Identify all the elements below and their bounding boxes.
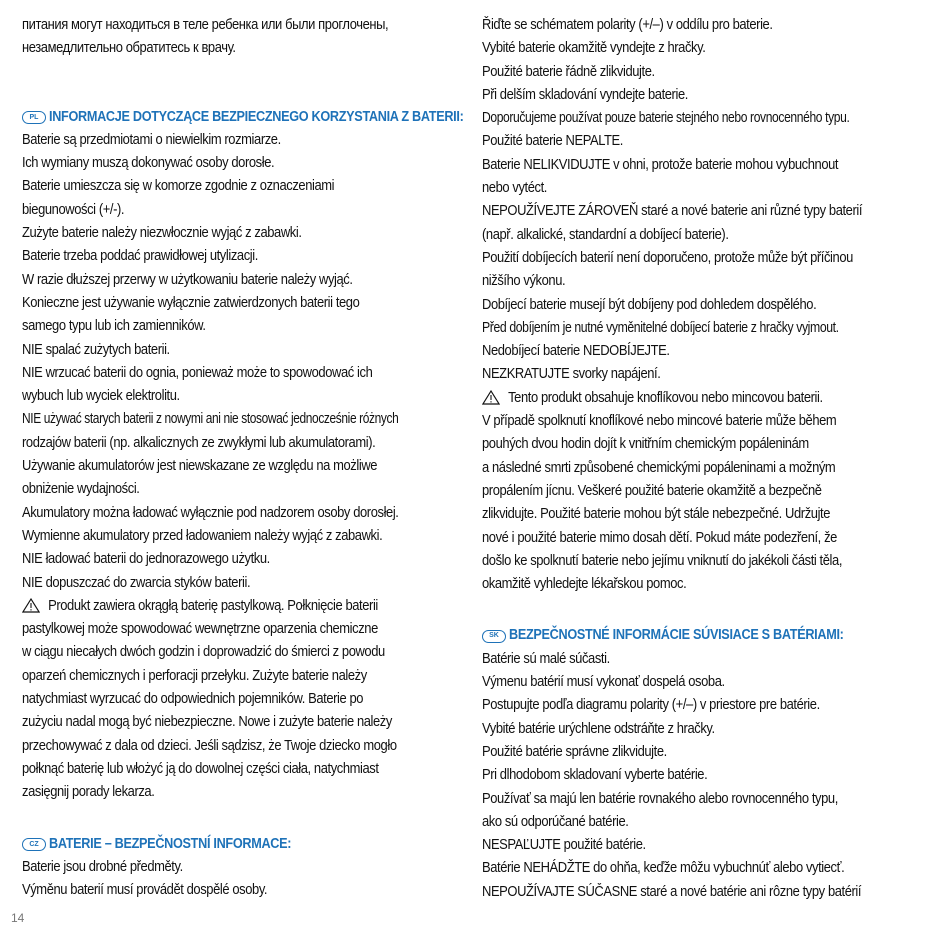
text-line: NIE dopuszczać do zwarcia styków baterii. <box>22 574 251 591</box>
text-line: w ciągu niecałych dwóch godzin i doprowadzić do śmierci z powodu <box>22 644 385 661</box>
text-line: Akumulatory można ładować wyłącznie pod nadzorem osoby dorosłej. <box>22 504 399 521</box>
text-line: Baterie jsou drobné předměty. <box>22 858 183 875</box>
text-line: Baterie są przedmiotami o niewielkim rozmiarze. <box>22 131 281 148</box>
text-line: samego typu lub ich zamienników. <box>22 318 206 335</box>
left-column <box>22 14 464 902</box>
text-line: pastylkowej może spowodować wewnętrzne oparzenia chemiczne <box>22 621 378 638</box>
section-heading-pl <box>22 106 464 129</box>
text-line: Wymienne akumulatory przed ładowaniem należy wyjąć z zabawki. <box>22 527 383 544</box>
text-line: Nedobíjecí baterie NEDOBÍJEJTE. <box>482 343 670 360</box>
text-line: Před dobíjením je nutné vyměnitelné dobíjecí baterie z hračky vyjmout. <box>482 319 839 336</box>
text-line: nové i použité baterie mimo dosah dětí. Pokud máte podezření, že <box>482 529 837 546</box>
right-column <box>482 14 900 904</box>
intro-line: незамедлительно обратитесь к врачу. <box>22 40 236 57</box>
warning-text: Produkt zawiera okrągłą baterię pastylkową. Połknięcie baterii <box>48 597 378 614</box>
text-line: Použití dobíjecích baterií není doporučeno, protože může být příčinou <box>482 249 853 266</box>
text-line: Ich wymiany muszą dokonywać osoby dorosłe. <box>22 155 275 172</box>
language-badge-pl: PL <box>22 111 46 124</box>
text-line: natychmiast wyrzucać do odpowiednich pojemników. Baterie po <box>22 691 364 708</box>
page-number: 14 <box>11 911 25 925</box>
text-line: (např. alkalické, standardní a dobíjecí baterie). <box>482 226 729 243</box>
text-line: zasięgnij porady lekarza. <box>22 784 155 801</box>
text-line: NESPAĽUJTE použité batérie. <box>482 837 646 854</box>
text-line: Použité baterie řádně zlikvidujte. <box>482 63 655 80</box>
text-line: NIE spalać zużytych baterii. <box>22 341 170 358</box>
text-line: Baterie NELIKVIDUJTE v ohni, protože baterie mohou vybuchnout <box>482 156 839 173</box>
text-line: a následné smrti způsobené chemickými popáleninami a možným <box>482 459 836 476</box>
language-badge-sk: SK <box>482 630 506 643</box>
text-line: Postupujte podľa diagramu polarity (+/–) v priestore pre batérie. <box>482 697 820 714</box>
warning-line <box>22 595 407 618</box>
text-line: NIE używać starych baterii z nowymi ani nie stosować jednocześnie różnych <box>22 411 399 428</box>
text-line: zlikvidujte. Použité baterie mohou být stále nebezpečné. Udržujte <box>482 506 831 523</box>
text-line: Używanie akumulatorów jest niewskazane ze względu na możliwe <box>22 458 378 475</box>
language-badge-cz: CZ <box>22 838 46 851</box>
text-line: Pri dlhodobom skladovaní vyberte batérie. <box>482 767 708 784</box>
text-line: połknąć baterię lub włożyć ją do dowolnej części ciała, natychmiast <box>22 760 379 777</box>
text-line: Batérie sú malé súčasti. <box>482 650 610 667</box>
spacer <box>22 805 450 833</box>
section-heading-cz <box>22 833 450 856</box>
text-line: Použité baterie NEPALTE. <box>482 133 623 150</box>
warning-line <box>482 387 858 410</box>
text-line: ako sú odporúčané batérie. <box>482 813 629 830</box>
text-line: obniżenie wydajności. <box>22 481 140 498</box>
text-line: W razie dłuższej przerwy w użytkowaniu baterie należy wyjąć. <box>22 271 353 288</box>
text-line: Batérie NEHÁDŽTE do ohňa, keďže môžu vybuchnúť alebo vytiecť. <box>482 860 845 877</box>
spacer <box>22 61 450 106</box>
text-line: propálením jícnu. Veškeré použité baterie okamžitě a bezpečně <box>482 482 822 499</box>
text-line: Použité batérie správne zlikvidujte. <box>482 743 667 760</box>
text-line: došlo ke spolknutí baterie nebo jejímu vniknutí do jakékoli části těla, <box>482 552 843 569</box>
text-line: pouhých dvou hodin dojít k vnitřním chemickým popáleninám <box>482 436 809 453</box>
text-line: Dobíjecí baterie musejí být dobíjeny pod dohledem dospělého. <box>482 296 817 313</box>
text-line: przechowywać z dala od dzieci. Jeśli sądzisz, że Twoje dziecko mogło <box>22 737 397 754</box>
text-line: rodzajów baterii (np. alkalicznych ze zwykłymi lub akumulatorami). <box>22 434 376 451</box>
intro-line: питания могут находиться в теле ребенка или были проглочены, <box>22 17 389 33</box>
warning-text: Tento produkt obsahuje knoflíkovou nebo mincovou baterii. <box>508 389 823 406</box>
text-line: wybuch lub wyciek elektrolitu. <box>22 388 180 405</box>
text-line: Baterie umieszcza się w komorze zgodnie z oznaczeniami <box>22 178 335 195</box>
text-line: Vybité baterie okamžitě vyndejte z hračky. <box>482 40 706 57</box>
text-line: nižšího výkonu. <box>482 273 566 290</box>
text-line: Při delším skladování vyndejte baterie. <box>482 86 688 103</box>
spacer <box>482 596 900 624</box>
text-line: Konieczne jest używanie wyłącznie zatwierdzonych baterii tego <box>22 294 360 311</box>
text-line: NIE wrzucać baterii do ognia, ponieważ może to spowodować ich <box>22 364 373 381</box>
section-heading-sk <box>482 624 900 647</box>
text-line: Používať sa majú len batérie rovnakého alebo rovnocenného typu, <box>482 790 838 807</box>
text-line: oparzeń chemicznych i perforacji przełyku. Zużyte baterie należy <box>22 667 367 684</box>
text-line: zużyciu nadal mogą być niebezpieczne. Nowe i zużyte baterie należy <box>22 714 392 731</box>
warning-triangle-icon <box>482 390 500 405</box>
text-line: NEPOUŽÍVEJTE ZÁROVEŇ staré a nové baterie ani různé typy baterií <box>482 203 863 220</box>
text-line: Doporučujeme používat pouze baterie stejného nebo rovnocenného typu. <box>482 110 850 127</box>
text-line: V případě spolknutí knoflíkové nebo mincové baterie může během <box>482 413 837 430</box>
text-line: NIE ładować baterii do jednorazowego użytku. <box>22 551 270 568</box>
text-line: Baterie trzeba poddać prawidłowej utylizacji. <box>22 248 258 265</box>
text-line: NEPOUŽÍVAJTE SÚČASNE staré a nové batérie ani rôzne typy batérií <box>482 883 862 900</box>
text-line: Zużyte baterie należy niezwłocznie wyjąć z zabawki. <box>22 225 302 242</box>
text-line: biegunowości (+/-). <box>22 201 125 218</box>
text-line: Vybité batérie urýchlene odstráňte z hračky. <box>482 720 715 737</box>
text-line: Výměnu baterií musí provádět dospělé osoby. <box>22 882 268 899</box>
warning-triangle-icon <box>22 598 40 613</box>
text-line: Výmenu batérií musí vykonať dospelá osoba. <box>482 674 725 691</box>
text-line: okamžitě vyhledejte lékařskou pomoc. <box>482 576 687 593</box>
section-title-pl: INFORMACJE DOTYCZĄCE BEZPIECZNEGO KORZYSTANIA Z BATERII: <box>49 108 464 125</box>
section-title-sk: BEZPEČNOSTNÉ INFORMÁCIE SÚVISIACE S BATÉRIAMI: <box>509 627 844 644</box>
section-title-cz: BATERIE – BEZPEČNOSTNÍ INFORMACE: <box>49 835 292 852</box>
text-line: nebo vytéct. <box>482 180 547 197</box>
text-line: NEZKRATUJTE svorky napájení. <box>482 366 661 383</box>
text-line: Řiďte se schématem polarity (+/–) v oddílu pro baterie. <box>482 17 773 33</box>
